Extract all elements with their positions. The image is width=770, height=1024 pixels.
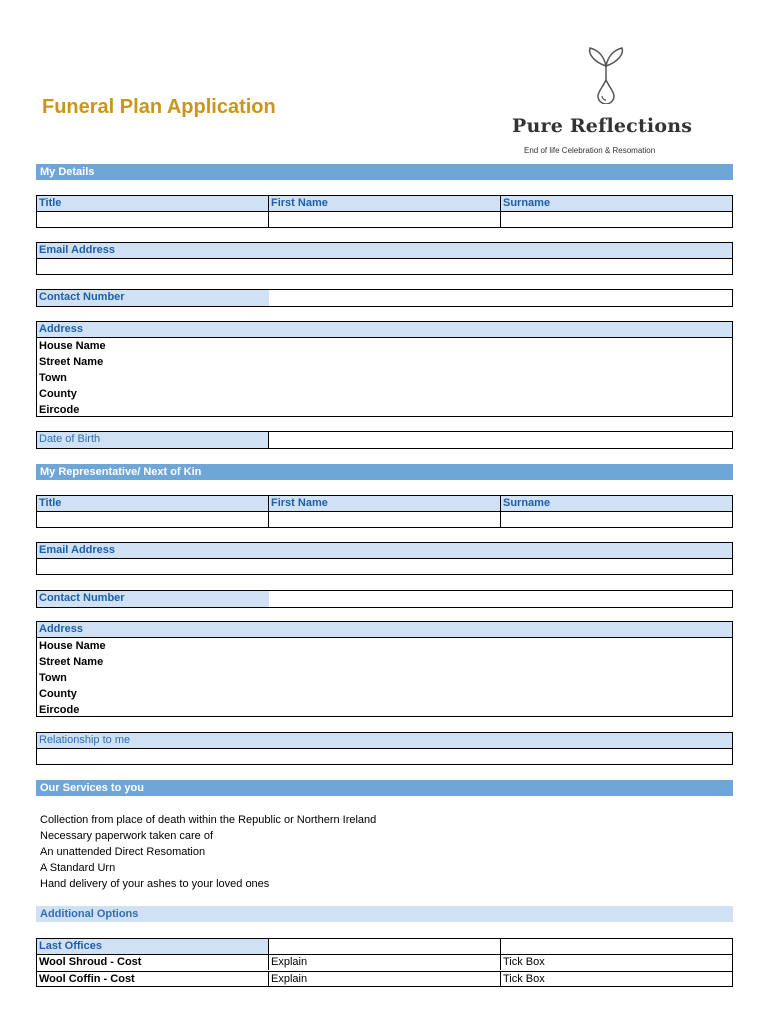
rep-address-eircode: Eircode [39,704,80,716]
address-eircode: Eircode [39,404,80,416]
address-label: Address [37,322,732,337]
rep-contact-field[interactable] [269,591,732,607]
address-house-name: House Name [39,340,106,352]
relationship-table [36,732,733,765]
last-offices-label: Last Offices [37,939,269,954]
additional-table [36,938,733,987]
explain-field[interactable]: Explain [269,972,501,987]
relationship-label: Relationship to me [37,733,732,748]
dob-label: Date of Birth [37,432,269,448]
surname-label: Surname [501,196,732,211]
sprout-drop-icon [584,44,628,104]
email-field[interactable] [37,258,732,275]
rep-title-field[interactable] [37,512,269,528]
rep-surname-label: Surname [501,496,732,511]
rep-contact-label: Contact Number [37,591,269,607]
list-item: Necessary paperwork taken care of [40,830,214,842]
rep-address-town: Town [39,672,67,684]
rep-surname-field[interactable] [501,512,732,528]
rep-email-label: Email Address [37,543,732,558]
page-title: Funeral Plan Application [42,96,276,118]
list-item: Collection from place of death within the Republic or Northern Ireland [40,814,377,826]
title-field[interactable] [37,212,269,228]
rep-email-field[interactable] [37,558,732,575]
explain-field[interactable]: Explain [269,955,501,970]
contact-table [36,289,733,307]
address-county: County [39,388,77,400]
rep-address-table [36,621,733,717]
list-item: Hand delivery of your ashes to your loved ones [40,878,270,890]
header-blank [501,939,732,954]
rep-first-name-label: First Name [269,496,501,511]
surname-field[interactable] [501,212,732,228]
dob-field[interactable] [269,432,732,448]
rep-address-label: Address [37,622,732,637]
contact-field[interactable] [269,290,732,306]
brand-tagline: End of life Celebration & Resomation [524,146,656,155]
relationship-field[interactable] [37,748,732,765]
rep-first-name-field[interactable] [269,512,501,528]
section-services: Our Services to you [36,780,733,796]
address-street-name: Street Name [39,356,104,368]
header-blank [269,939,501,954]
address-town: Town [39,372,67,384]
contact-label: Contact Number [37,290,269,306]
name-table [36,195,733,228]
rep-address-house-name: House Name [39,640,106,652]
rep-address-county: County [39,688,77,700]
tick-box[interactable]: Tick Box [503,956,545,968]
section-representative: My Representative/ Next of Kin [36,464,733,480]
section-my-details: My Details [36,164,733,180]
address-table [36,321,733,417]
brand-name: Pure Reflections [512,115,693,137]
table-row [37,954,732,971]
list-item: An unattended Direct Resomation [40,846,206,858]
dob-table [36,431,733,449]
email-table [36,242,733,275]
section-additional-options: Additional Options [36,906,733,922]
rep-address-street-name: Street Name [39,656,104,668]
title-label: Title [37,196,269,211]
email-label: Email Address [37,243,732,258]
first-name-label: First Name [269,196,501,211]
list-item: A Standard Urn [40,862,116,874]
rep-email-table [36,542,733,575]
services-list [40,812,376,892]
rep-title-label: Title [37,496,269,511]
rep-contact-table [36,590,733,608]
rep-name-table [36,495,733,528]
table-row [37,971,732,988]
option-wool-shroud: Wool Shroud - Cost [37,955,269,970]
tick-box[interactable]: Tick Box [503,973,545,985]
first-name-field[interactable] [269,212,501,228]
option-wool-coffin: Wool Coffin - Cost [37,972,269,987]
